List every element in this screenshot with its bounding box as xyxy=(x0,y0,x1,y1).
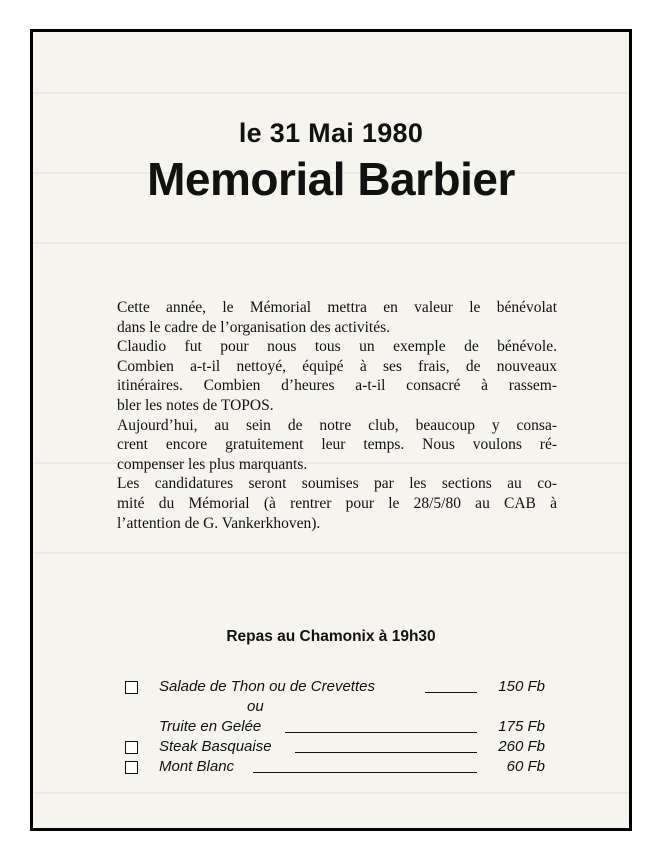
page-title: Memorial Barbier xyxy=(147,153,515,205)
leader-line xyxy=(285,732,477,733)
body-paragraph xyxy=(117,298,557,533)
body-line: bler les notes de TOPOS. xyxy=(117,396,274,414)
menu-item-price: 60 Fb xyxy=(506,758,545,775)
body-line: Aujourd’hui, au sein de notre club, beaucoup y consa- xyxy=(117,416,557,434)
menu-item xyxy=(125,717,545,737)
body-line: Les candidatures seront soumises par les sections au co- xyxy=(117,475,557,493)
leader-line xyxy=(295,752,477,753)
menu-item-label: Mont Blanc xyxy=(159,758,235,775)
menu-item-label: Salade de Thon ou de Crevettes xyxy=(159,678,375,695)
menu-item-price: 175 Fb xyxy=(498,718,545,735)
body-line: dans le cadre de l’organisation des activités. xyxy=(117,318,391,336)
menu-item-label: Truite en Gelée xyxy=(159,718,262,735)
body-line: crent encore gratuitement leur temps. Nous voulons ré- xyxy=(117,436,557,454)
menu-item xyxy=(125,757,545,777)
body-line: compenser les plus marquants. xyxy=(117,455,308,473)
event-date: le 31 Mai 1980 xyxy=(238,118,424,148)
menu-item-price: 150 Fb xyxy=(498,678,545,695)
body-line: Claudio fut pour nous tous un exemple de bénévole. xyxy=(117,338,557,356)
checkbox[interactable] xyxy=(125,741,138,754)
body-line: mité du Mémorial (à rentrer pour le 28/5/80 au CAB à xyxy=(117,494,557,512)
menu-separator-label: ou xyxy=(247,698,264,715)
body-line: itinéraires. Combien d’heures a-t-il consacré à rassem- xyxy=(117,377,557,395)
menu-item-price: 260 Fb xyxy=(498,738,545,755)
document-frame xyxy=(30,29,632,831)
leader-line xyxy=(253,772,477,773)
checkbox[interactable] xyxy=(125,761,138,774)
body-line: Combien a-t-il nettoyé, équipé à ses frais, de nouveaux xyxy=(117,357,557,375)
menu-separator xyxy=(125,697,545,717)
body-line: l’attention de G. Vankerkhoven). xyxy=(117,514,321,532)
menu-heading: Repas au Chamonix à 19h30 xyxy=(226,628,436,645)
leader-line xyxy=(425,692,477,693)
checkbox[interactable] xyxy=(125,681,138,694)
menu-item xyxy=(125,677,545,697)
menu-item xyxy=(125,737,545,757)
menu-list xyxy=(125,677,545,777)
body-line: Cette année, le Mémorial mettra en valeur le bénévolat xyxy=(117,299,557,316)
menu-item-label: Steak Basquaise xyxy=(159,738,272,755)
